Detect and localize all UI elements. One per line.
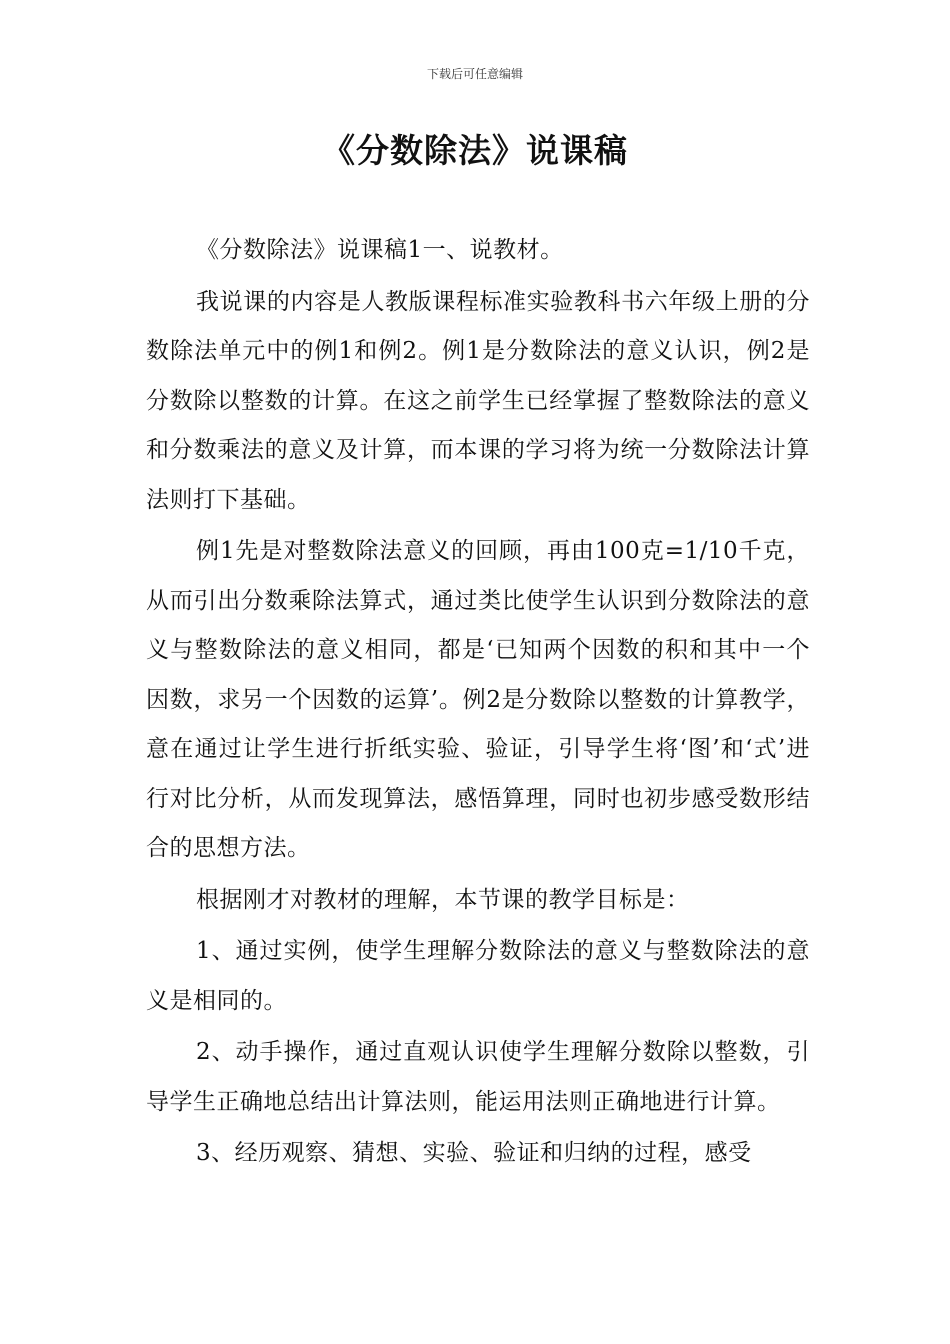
document-title: 《分数除法》说课稿	[322, 131, 628, 170]
paragraph-goal-2: 2、动手操作，通过直观认识使学生理解分数除以整数，引导学生正确地总结出计算法则，能运用法则正确地进行计算。	[146, 1039, 810, 1115]
paragraph-goal-3: 3、经历观察、猜想、实验、验证和归纳的过程，感受	[196, 1140, 752, 1166]
paragraph-content: 我说课的内容是人教版课程标准实验教科书六年级上册的分数除法单元中的例1和例2。例1是分数除法的意义认识，例2是分数除以整数的计算。在这之前学生已经掌握了整数除法的意义和分数乘法的意义及计算，而本课的学习将为统一分数除法计算法则打下基础。	[146, 288, 810, 513]
paragraph-goals-intro: 根据刚才对教材的理解，本节课的教学目标是：	[196, 886, 690, 913]
document-body	[146, 226, 810, 1181]
paragraph-example-analysis: 例1先是对整数除法意义的回顾，再由100克=1/10千克，从而引出分数乘除法算式，通过类比使学生认识到分数除法的意义与整数除法的意义相同，都是‘已知两个因数的积和其中一个因数，求另一个因数的运算’。例2是分数除以整数的计算教学，意在通过让学生进行折纸实验、验证，引导学生将‘图’和‘式’进行对比分析，从而发现算法，感悟算理，同时也初步感受数形结合的思想方法。	[146, 538, 810, 861]
paragraph-intro: 《分数除法》说课稿1一、说教材。	[196, 237, 564, 263]
header-note: 下载后可任意编辑	[426, 67, 523, 81]
paragraph-goal-1: 1、通过实例，使学生理解分数除法的意义与整数除法的意义是相同的。	[146, 938, 810, 1014]
